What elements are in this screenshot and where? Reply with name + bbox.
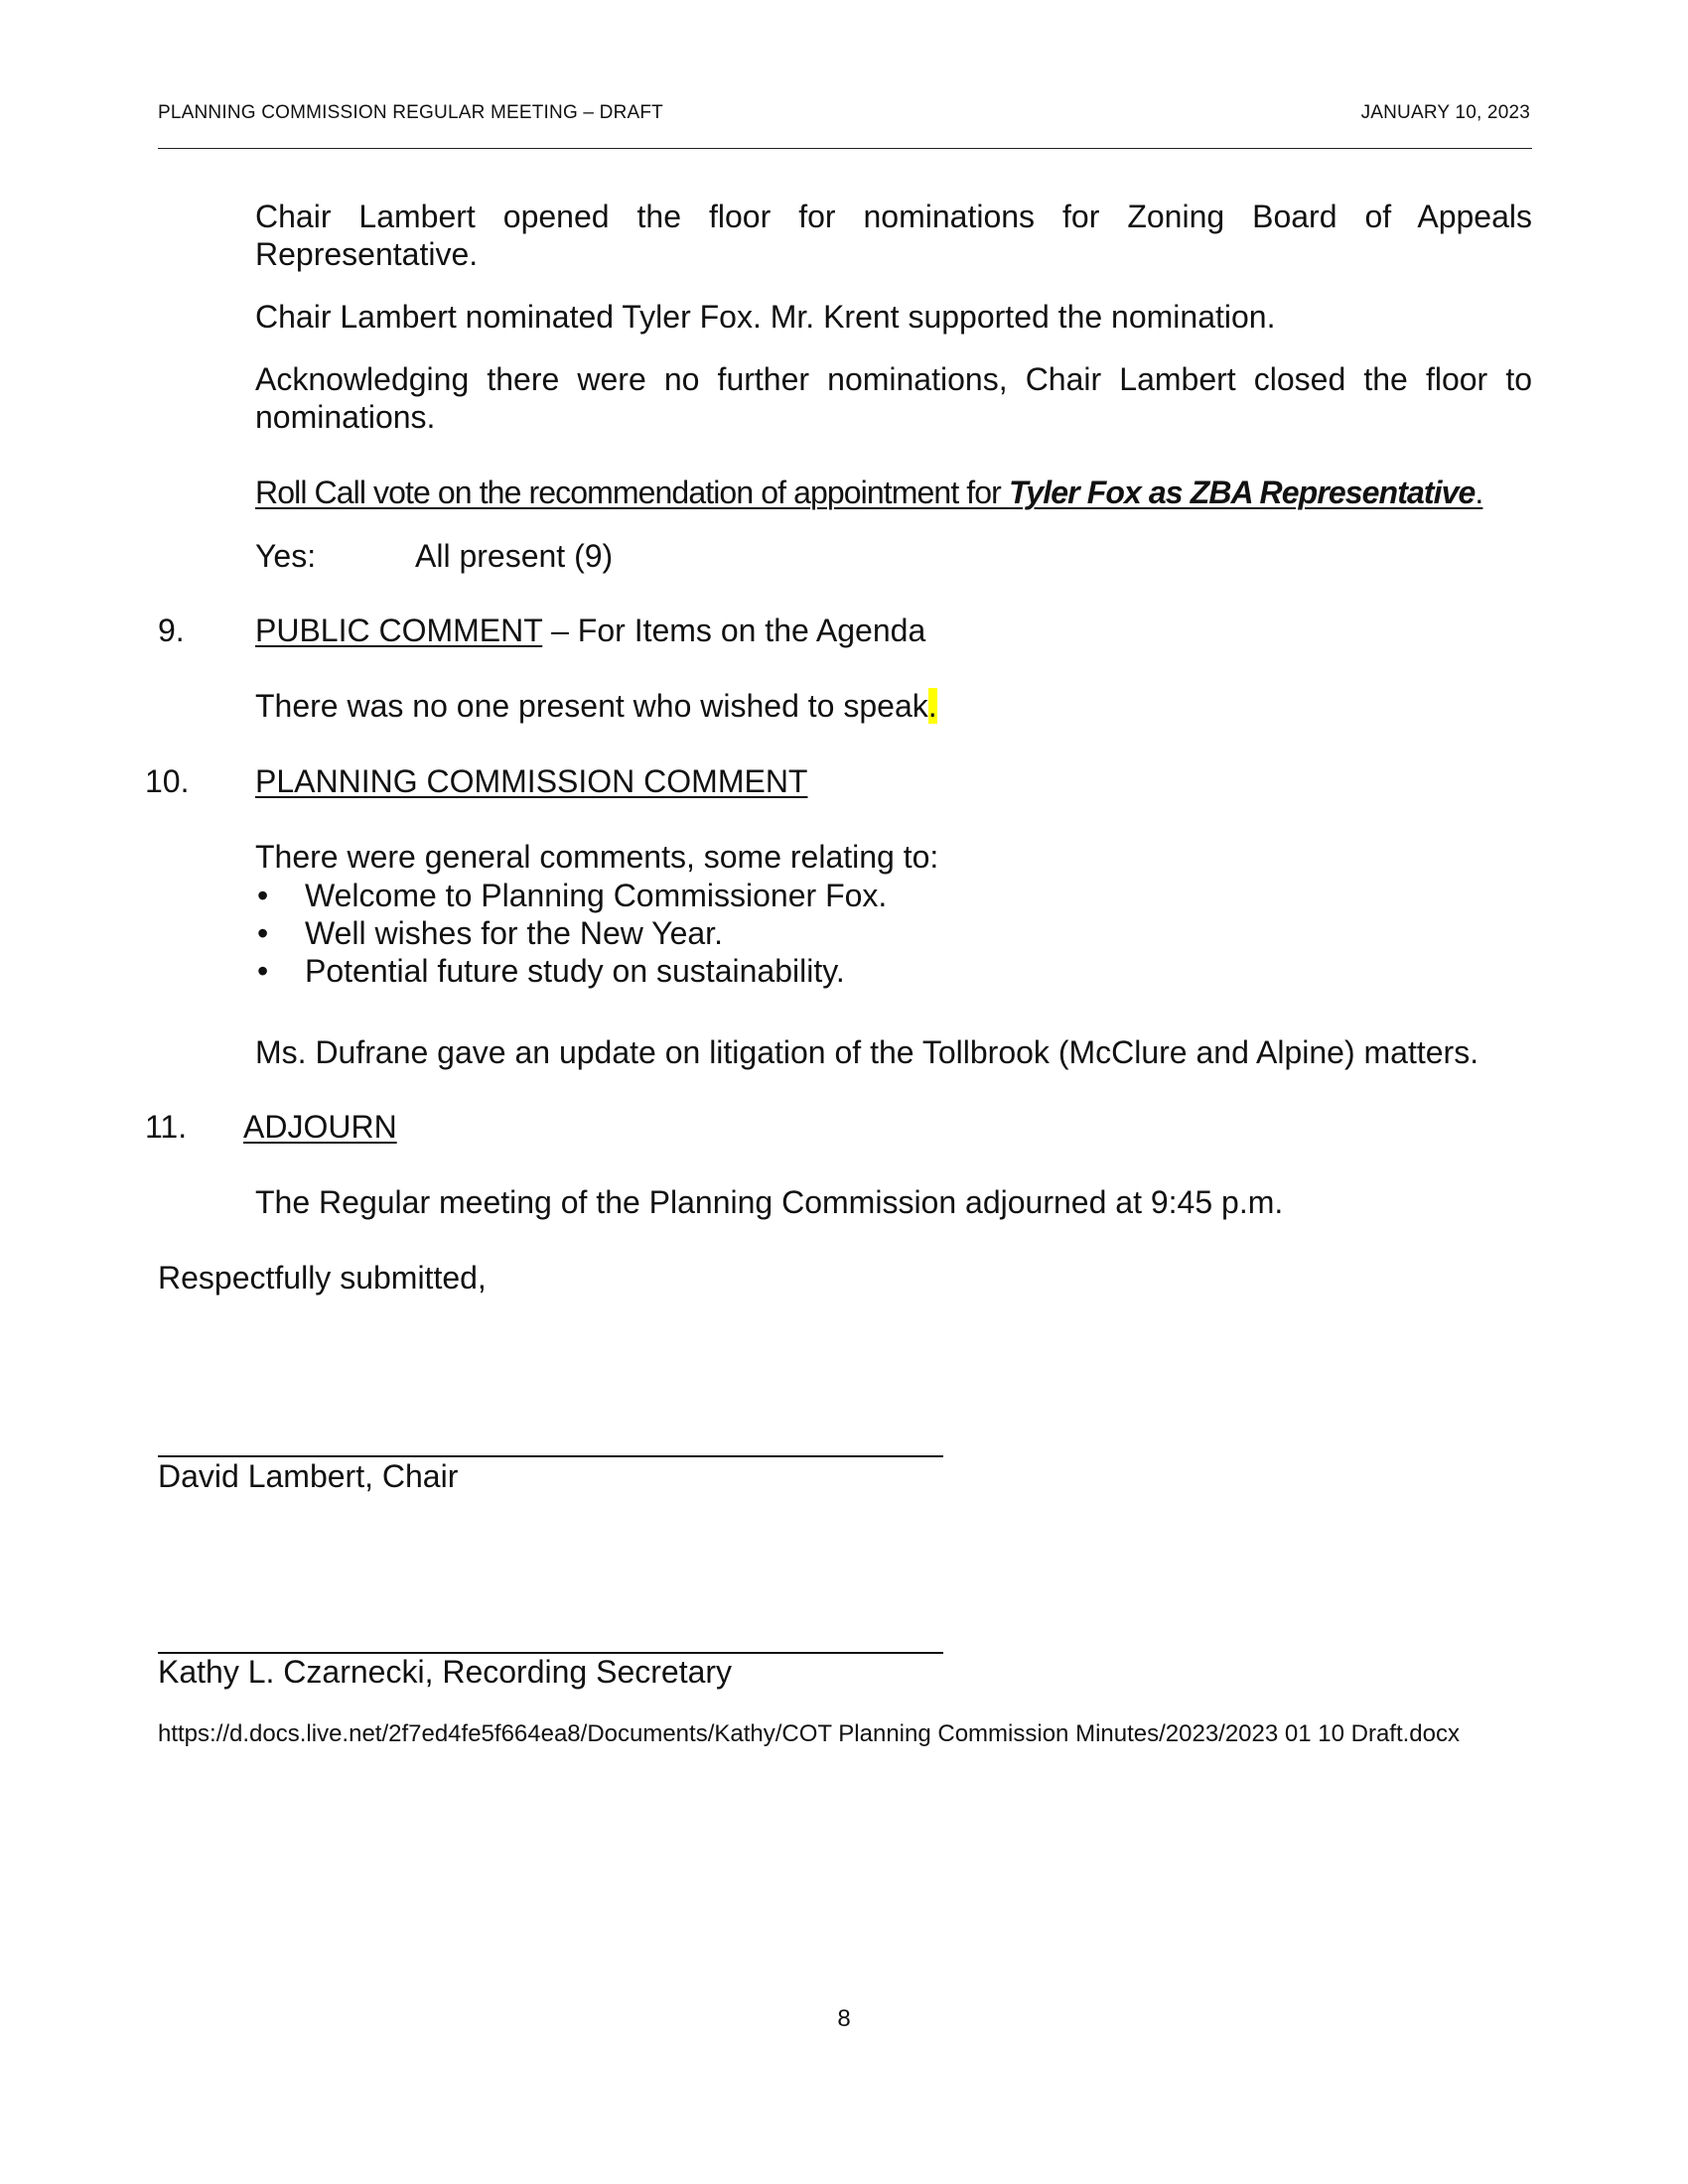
nominated-paragraph: Chair Lambert nominated Tyler Fox. Mr. Krent supported the nomination. (255, 299, 1276, 335)
roll-call-prefix: Roll Call vote on the recommendation of appointment for (255, 475, 1009, 510)
roll-call-line (255, 474, 1532, 511)
section-number: 11. (145, 1109, 188, 1145)
roll-call-suffix: . (1475, 475, 1483, 510)
bullet-icon: • (257, 953, 269, 989)
nominations-closed-paragraph: Acknowledging there were no further nominations, Chair Lambert closed the floor to nominations. (255, 361, 1532, 435)
yes-value: All present (9) (415, 538, 614, 574)
section-title: ADJOURN (243, 1109, 397, 1145)
section-title: PUBLIC COMMENT (255, 613, 543, 648)
highlighted-period: . (927, 688, 937, 724)
nominations-opened-paragraph: Chair Lambert opened the floor for nominations for Zoning Board of Appeals Representative. (255, 199, 1532, 272)
section-title-suffix: – For Items on the Agenda (542, 613, 926, 648)
bullet-icon: • (257, 878, 269, 913)
header-date: JANUARY 10, 2023 (1360, 102, 1530, 123)
page-number: 8 (837, 2005, 851, 2032)
litigation-update: Ms. Dufrane gave an update on litigation of the Tollbrook (McClure and Alpine) matters. (255, 1034, 1479, 1070)
header-rule (158, 148, 1532, 149)
section-number: 9. (158, 613, 185, 648)
public-comment-sentence: There was no one present who wished to speak (255, 688, 928, 724)
list-item: • Welcome to Planning Commissioner Fox. (257, 878, 888, 913)
yes-label: Yes: (255, 538, 317, 574)
comments-bullet-list (255, 877, 1447, 990)
list-item: • Potential future study on sustainability. (257, 953, 845, 989)
public-comment-text (255, 687, 937, 725)
signature-name: David Lambert, Chair (158, 1458, 459, 1494)
roll-call-emphasis: Tyler Fox as ZBA Representative (1008, 475, 1476, 510)
section-number: 10. (145, 763, 190, 799)
adjourn-text: The Regular meeting of the Planning Commission adjourned at 9:45 p.m. (255, 1184, 1284, 1220)
bullet-icon: • (257, 915, 269, 951)
closing: Respectfully submitted, (158, 1260, 487, 1296)
comments-intro: There were general comments, some relating to: (255, 839, 939, 875)
list-item: • Well wishes for the New Year. (257, 915, 723, 951)
signature-name: Kathy L. Czarnecki, Recording Secretary (158, 1654, 733, 1690)
header-title: PLANNING COMMISSION REGULAR MEETING – DRAFT (158, 102, 663, 123)
file-path-footer: https://d.docs.live.net/2f7ed4fe5f664ea8/Documents/Kathy/COT Planning Commission Minutes/2023/2023 01 10 Draft.docx (158, 1720, 1460, 1747)
section-heading (255, 612, 925, 649)
section-title: PLANNING COMMISSION COMMENT (255, 763, 808, 799)
